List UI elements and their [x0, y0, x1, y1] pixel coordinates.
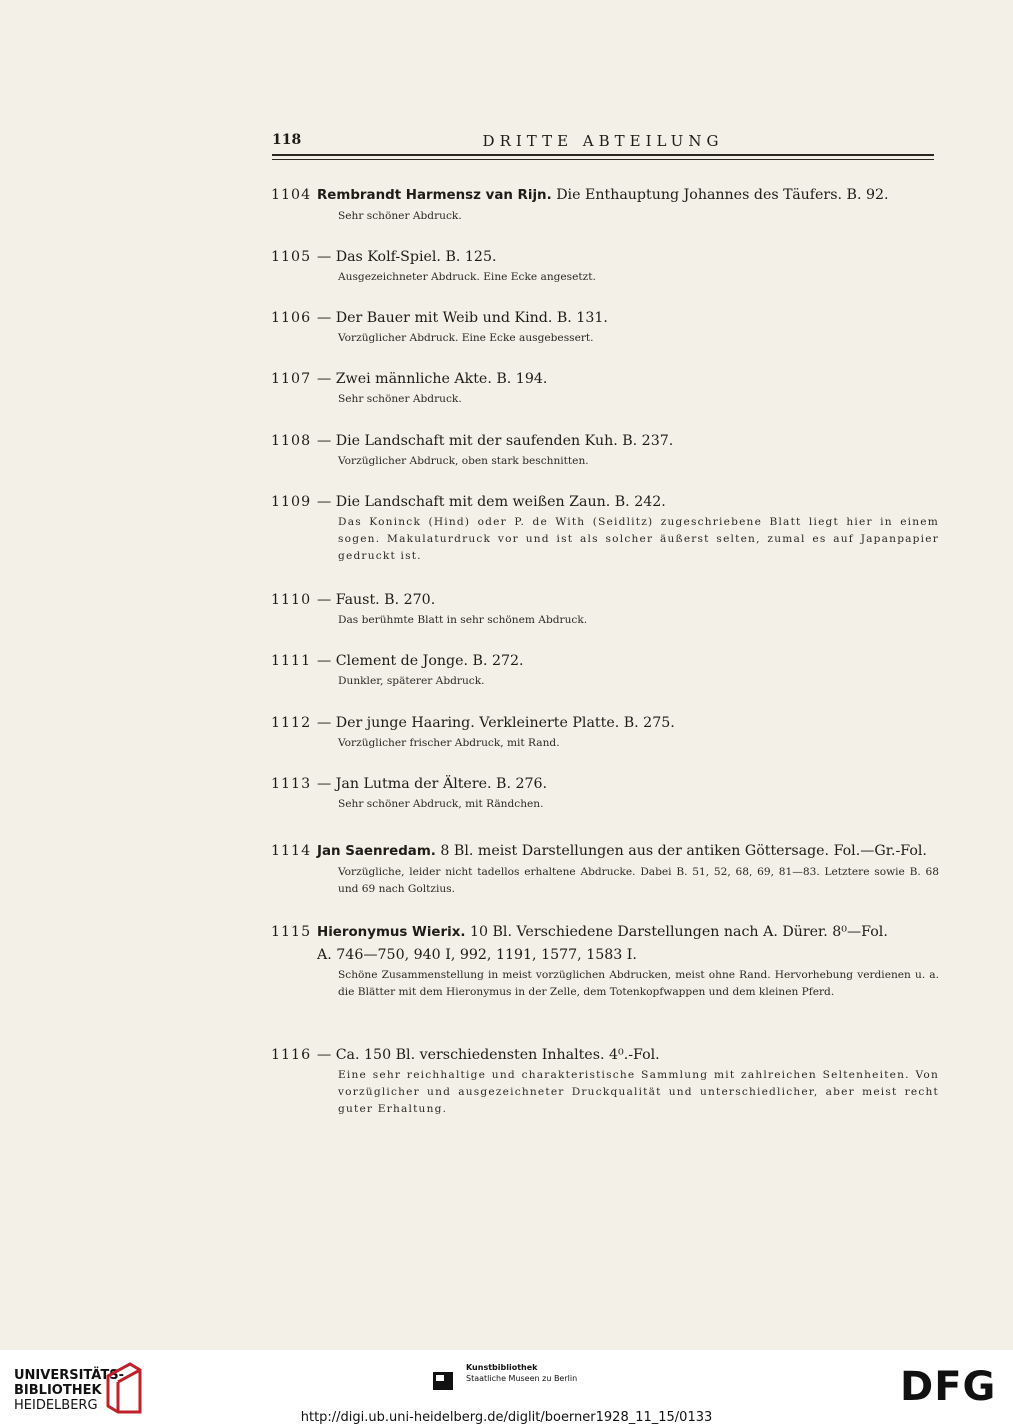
entry-artist: Jan Saenredam.	[317, 844, 436, 859]
entry-note: Vorzüglicher frischer Abdruck, mit Rand.	[338, 737, 560, 749]
entry-title: — Clement de Jonge. B. 272.	[317, 653, 524, 669]
entry-title: Die Enthauptung Johannes des Täufers. B. 92.	[556, 187, 889, 203]
catalog-entry	[271, 246, 939, 286]
entry-number: 1106	[271, 310, 312, 326]
entry-title: — Das Kolf-Spiel. B. 125.	[317, 249, 497, 265]
entry-note: Vorzügliche, leider nicht tadellos erhaltene Abdrucke. Dabei B. 51, 52, 68, 69, 81—83. Letztere sowie B. 68 und 69 nach Goltzius.	[338, 866, 939, 895]
entry-title: 10 Bl. Verschiedene Darstellungen nach A. Dürer. 8⁰—Fol.	[469, 924, 888, 940]
ub-line-1: UNIVERSITÄTS-	[14, 1368, 124, 1383]
catalog-entry	[271, 589, 939, 629]
entry-number: 1107	[271, 371, 312, 387]
running-title: DRITTE ABTEILUNG	[482, 132, 724, 150]
entry-title: — Jan Lutma der Ältere. B. 276.	[317, 776, 548, 792]
entry-continuation: A. 746—750, 940 I, 992, 1191, 1577, 1583 I.	[317, 947, 637, 963]
catalog-entry	[271, 491, 939, 565]
entry-number: 1109	[271, 494, 312, 510]
catalog-entry	[271, 921, 939, 1001]
entry-number: 1113	[271, 776, 312, 792]
kunstbibliothek-logo-icon	[433, 1372, 453, 1390]
page-header	[272, 128, 934, 150]
entry-title: — Die Landschaft mit dem weißen Zaun. B. 242.	[317, 494, 666, 510]
kb-line-2: Staatliche Museen zu Berlin	[466, 1374, 578, 1383]
entry-number: 1108	[271, 433, 312, 449]
catalog-entry	[271, 712, 939, 752]
entry-number: 1112	[271, 715, 312, 731]
catalog-entry	[271, 773, 939, 813]
entry-number: 1111	[271, 653, 312, 669]
kb-line-1: Kunstbibliothek	[466, 1363, 538, 1372]
catalog-entry	[271, 1044, 939, 1118]
entry-title: — Ca. 150 Bl. verschiedensten Inhaltes. 4⁰.-Fol.	[317, 1047, 660, 1063]
entry-note: Sehr schöner Abdruck.	[338, 210, 462, 222]
dfg-logo: DFG	[900, 1364, 997, 1410]
entry-note: Vorzüglicher Abdruck, oben stark beschnitten.	[338, 455, 589, 467]
entry-title: 8 Bl. meist Darstellungen aus der antiken Göttersage. Fol.—Gr.-Fol.	[440, 843, 927, 859]
catalog-entry	[271, 368, 939, 408]
entry-title: — Der Bauer mit Weib und Kind. B. 131.	[317, 310, 608, 326]
entry-number: 1105	[271, 249, 312, 265]
entry-note: Dunkler, späterer Abdruck.	[338, 675, 485, 687]
entry-note: Schöne Zusammenstellung in meist vorzüglichen Abdrucken, meist ohne Rand. Hervorhebung verdienen u. a. die Blätter mit dem Hieronymus in der Zelle, dem Totenkopfwappen und dem kleinen Pferd.	[338, 969, 939, 998]
entry-note: Sehr schöner Abdruck.	[338, 393, 462, 405]
kunstbibliothek-logo-text	[466, 1362, 577, 1384]
catalog-entry	[271, 840, 939, 898]
entry-number: 1110	[271, 592, 312, 608]
entry-note: Vorzüglicher Abdruck. Eine Ecke ausgebessert.	[338, 332, 594, 344]
entry-title: — Faust. B. 270.	[317, 592, 436, 608]
entry-note: Eine sehr reichhaltige und charakteristische Sammlung mit zahlreichen Seltenheiten. Von vorzüglicher und ausgezeichneter Druckqualität und unterschiedlicher, aber meist recht guter Erhaltung.	[338, 1069, 939, 1115]
entry-number: 1116	[271, 1047, 312, 1063]
entry-number: 1115	[271, 924, 312, 940]
permalink-url[interactable]: http://digi.ub.uni-heidelberg.de/diglit/boerner1928_11_15/0133	[300, 1410, 713, 1425]
catalog-entry	[271, 430, 939, 470]
entry-note: Das Koninck (Hind) oder P. de With (Seidlitz) zugeschriebene Blatt liegt hier in einem sogen. Makulaturdruck vor und ist als solcher äußerst selten, zumal es auf Japanpapier gedruckt ist.	[338, 516, 939, 562]
catalog-entry	[271, 184, 939, 225]
page-number: 118	[272, 132, 302, 148]
entry-number: 1104	[271, 187, 312, 203]
entry-title: — Der junge Haaring. Verkleinerte Platte. B. 275.	[317, 715, 675, 731]
entry-title: — Zwei männliche Akte. B. 194.	[317, 371, 548, 387]
catalog-entry	[271, 307, 939, 347]
header-rule	[272, 154, 934, 156]
entry-artist: Rembrandt Harmensz van Rijn.	[317, 188, 552, 203]
entry-note: Das berühmte Blatt in sehr schönem Abdruck.	[338, 614, 588, 626]
digitization-footer	[0, 1350, 1013, 1427]
ub-heidelberg-logo-icon	[104, 1362, 142, 1414]
entry-artist: Hieronymus Wierix.	[317, 925, 466, 940]
ub-line-2: BIBLIOTHEK	[14, 1383, 102, 1398]
entry-number: 1114	[271, 843, 312, 859]
entry-note: Sehr schöner Abdruck, mit Rändchen.	[338, 798, 544, 810]
ub-line-3: HEIDELBERG	[14, 1398, 98, 1413]
header-rule-thin	[272, 159, 934, 160]
catalog-entry	[271, 650, 939, 690]
entry-title: — Die Landschaft mit der saufenden Kuh. B. 237.	[317, 433, 674, 449]
entry-note: Ausgezeichneter Abdruck. Eine Ecke angesetzt.	[338, 271, 596, 283]
